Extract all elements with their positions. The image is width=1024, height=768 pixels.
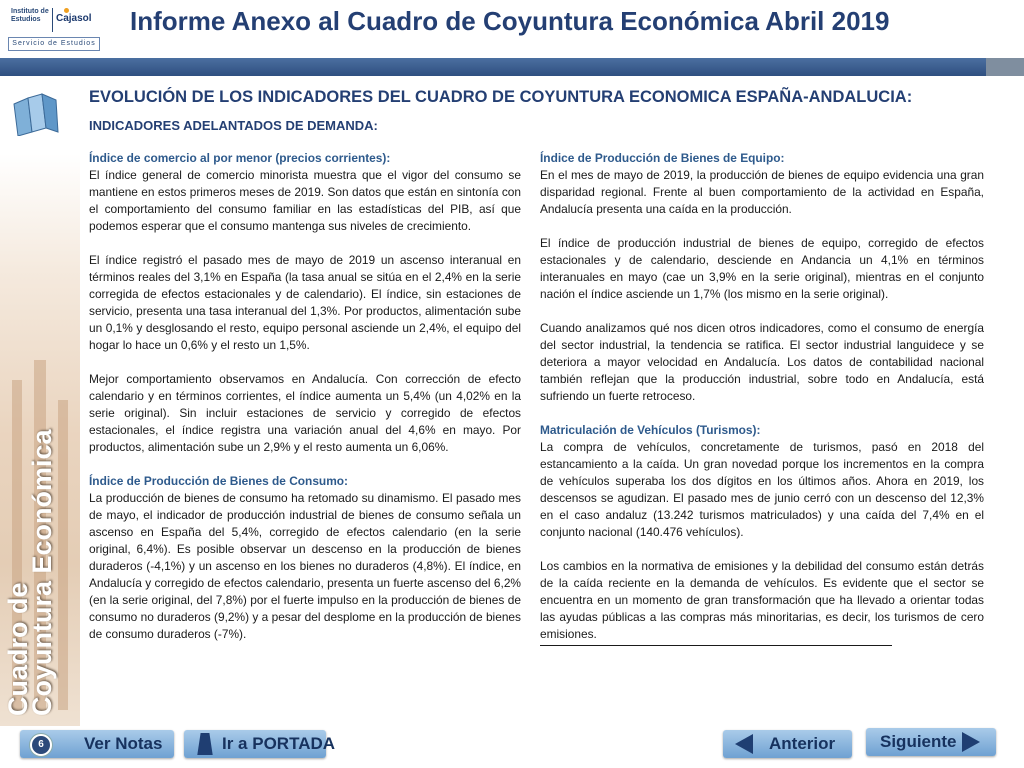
heading-capital-goods: Índice de Producción de Bienes de Equipo:	[540, 151, 785, 165]
sidebar-caption-line2: Coyuntura Económica	[27, 429, 57, 716]
books-icon	[10, 92, 62, 136]
paragraph-vehicles-1: La compra de vehículos, concretamente de turismos, pasó en 2018 del estancamiento a la caída. Un gran novedad porque los incrementos en la compra de vehículos superaba los dos dígitos en los últimos años. Ahora en 2019, los descensos se agudizan. El pasado mes de junio cerró con un descenso del 12,3% en el caso andaluz (13.242 turismos matriculados) y una caída del 7,4% en el conjunto nacional (140.476 vehículos).	[540, 440, 984, 539]
portada-button[interactable]	[184, 730, 336, 758]
heading-consumer-goods: Índice de Producción de Bienes de Consumo:	[89, 474, 348, 488]
paragraph-consumer-goods: La producción de bienes de consumo ha retomado su dinamismo. El pasado mes de mayo, el indicador de producción industrial de bienes de consumo señala un ascenso en España del 5,4%, corregido de efectos calendario (en la serie original, 6,4%). Es posible observar un descenso en la producción de bienes duraderos (-4,1%) y un ascenso en los bienes no duraderos (4,8%). El índice, en Andalucía y corregido de efectos calendario, presenta un fuerte ascenso del 6,2% (en la serie original, del 7,8%) por el fuerte impulso en la producción de bienes de consumo no duraderos (9,2%) y a pesar del desplome en la producción de bienes de consumo duraderos (-7%).	[89, 491, 521, 641]
sidebar-column-3	[58, 400, 68, 710]
paragraph-retail-3: Mejor comportamiento observamos en Andalucía. Con corrección de efecto calendario y en términos corrientes, el índice aumenta un 5,4% (un 4,02% en la serie original). Sin incluir estaciones de servicio y corregido de efectos estacionales, el índice registra una variación anual del 4,6% en mayo. Por productos, alimentación sube un 2,9% y el resto aumenta un 6,06%.	[89, 372, 521, 454]
portada-label: Ir a PORTADA	[222, 734, 336, 753]
header-band-end	[986, 58, 1024, 76]
paragraph-capital-1: En el mes de mayo de 2019, la producción de bienes de equipo evidencia una gran disparidad regional. Frente al buen comportamiento de la actividad en España, Andalucía presenta una caída en la producción.	[540, 168, 984, 216]
cajasol-logo	[8, 6, 100, 50]
right-column	[540, 150, 984, 646]
paragraph-capital-2: El índice de producción industrial de bienes de equipo, corregido de efectos estacionales y de calendario, desciende en Andancia un 4,1% en términos interanuales en mayo (cae un 3,9% en la serie original), mientras en el conjunto nación el índice asciende un 1,7% (los mismo en la serie original).	[540, 236, 984, 301]
anterior-label: Anterior	[769, 734, 836, 753]
sidebar-caption	[3, 429, 57, 716]
header-band	[0, 58, 1024, 76]
siguiente-label: Siguiente	[880, 732, 957, 751]
heading-vehicle-registration: Matriculación de Vehículos (Turismos):	[540, 423, 761, 437]
page-title: Informe Anexo al Cuadro de Coyuntura Económica Abril 2019	[130, 6, 890, 36]
logo-brand: Cajasol	[56, 13, 92, 24]
logo-institute: Instituto de Estudios	[11, 8, 49, 23]
arrow-right-icon	[962, 732, 980, 752]
paragraph-retail-2: El índice registró el pasado mes de mayo de 2019 un ascenso interanual en términos reales del 3,1% en España (la tasa anual se sitúa en el 2,4% en la serie corregida de efectos estacionales y de calendario). El índice, sin estaciones de servicio, presenta una tasa interanual del 1,3%. Por productos, alimentación sube un 0,1% y desglosando el resto, equipo personal asciende un 2,4%, el equipo del hogar lo hace un 0,6% y el resto un 1,5%.	[89, 253, 521, 352]
sidebar-caption-line1: Cuadro de	[3, 582, 33, 716]
paragraph-capital-3: Cuando analizamos qué nos dicen otros indicadores, como el consumo de energía del sector industrial, la tendencia se ratifica. El sector industrial languidece y se deteriora a mayor velocidad en Andalucía. Los datos de contabilidad nacional también reflejan que la producción industrial, sobre todo en Andalucía, está sufriendo un fuerte retroceso.	[540, 321, 984, 403]
logo-service: Servicio de Estudios	[8, 37, 100, 51]
paragraph-vehicles-2: Los cambios en la normativa de emisiones y la debilidad del consumo están detrás de la caída reciente en la demanda de vehículos. Es evidente que el sector se encuentra en un momento de gran transformación que ha llevado a orientar todas las ayudas públicas a las compras más minoritarias, es decir, los turismos de cero emisiones.	[540, 559, 984, 641]
page-number-badge: 6	[30, 734, 52, 756]
heading-retail-index: Índice de comercio al por menor (precios corrientes):	[89, 151, 391, 165]
logo-divider	[52, 8, 53, 32]
left-column	[89, 150, 521, 643]
section-title: EVOLUCIÓN DE LOS INDICADORES DEL CUADRO DE COYUNTURA ECONOMICA ESPAÑA-ANDALUCIA:	[89, 88, 913, 106]
siguiente-button[interactable]	[866, 728, 996, 756]
anterior-button[interactable]	[723, 730, 852, 758]
arrow-left-icon	[735, 734, 753, 754]
home-icon	[194, 733, 216, 755]
section-subtitle: INDICADORES ADELANTADOS DE DEMANDA:	[89, 118, 378, 133]
closing-rule	[540, 645, 892, 646]
paragraph-retail-1: El índice general de comercio minorista muestra que el vigor del consumo se mantiene en estos primeros meses de 2019. Son datos que están en sintonía con el comportamiento del consumo familiar en las estadísticas del PIB, así que podemos esperar que el consumo mantenga sus niveles de crecimiento.	[89, 168, 521, 233]
ver-notas-label: Ver Notas	[84, 734, 163, 753]
